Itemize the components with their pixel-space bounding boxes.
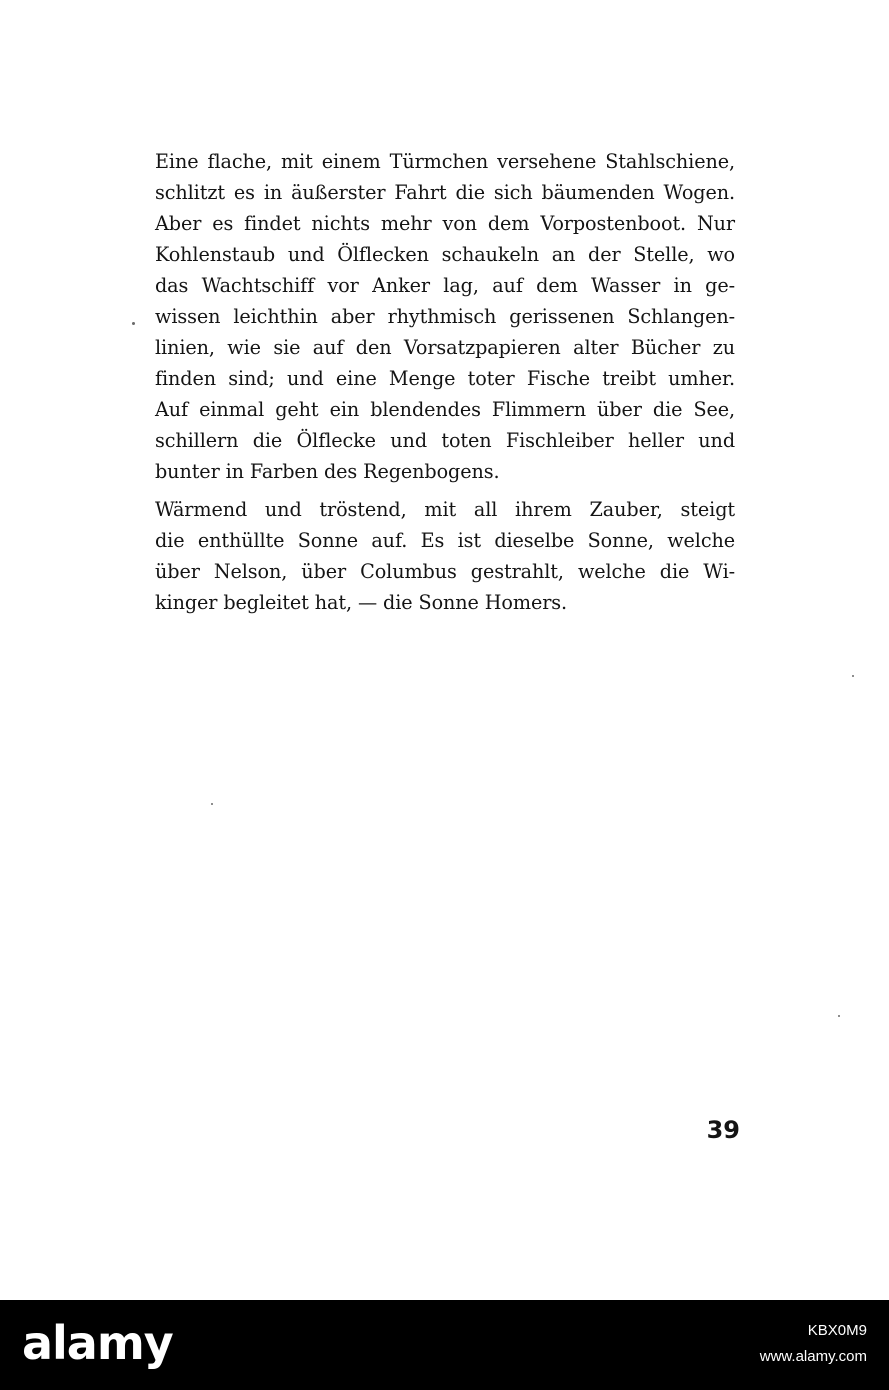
text-line: linien, wie sie auf den Vorsatzpapieren alter Bücher zu xyxy=(155,336,735,359)
paper-speck xyxy=(838,1015,840,1017)
text-line: die enthüllte Sonne auf. Es ist dieselbe Sonne, welche xyxy=(155,529,735,552)
paper-speck xyxy=(852,675,854,677)
paragraph-2 xyxy=(155,494,735,618)
paper-speck xyxy=(211,803,213,805)
text-line: das Wachtschiff vor Anker lag, auf dem Wasser in ge- xyxy=(155,274,735,297)
text-line: über Nelson, über Columbus gestrahlt, welche die Wi- xyxy=(155,560,735,583)
text-line: Eine flache, mit einem Türmchen versehene Stahlschiene, xyxy=(155,150,735,173)
text-line: schlitzt es in äußerster Fahrt die sich bäumenden Wogen. xyxy=(155,181,735,204)
text-line: Auf einmal geht ein blendendes Flimmern über die See, xyxy=(155,398,735,421)
alamy-logo: alamy xyxy=(22,1316,173,1370)
text-line: Kohlenstaub und Ölflecken schaukeln an der Stelle, wo xyxy=(155,243,735,266)
body-text xyxy=(155,146,735,618)
paragraph-1 xyxy=(155,146,735,487)
paper-speck xyxy=(132,322,135,325)
text-line: bunter in Farben des Regenbogens. xyxy=(155,460,500,483)
site-url-label: www.alamy.com xyxy=(759,1348,867,1365)
text-line: schillern die Ölflecke und toten Fischleiber heller und xyxy=(155,429,735,452)
text-line: kinger begleitet hat, — die Sonne Homers. xyxy=(155,591,568,614)
page-number: 39 xyxy=(706,1116,740,1144)
paragraph-gap xyxy=(155,487,735,494)
text-line: Wärmend und tröstend, mit all ihrem Zauber, steigt xyxy=(155,498,735,521)
stock-watermark-banner xyxy=(0,1300,889,1390)
image-id-label: KBX0M9 xyxy=(807,1322,867,1339)
text-line: finden sind; und eine Menge toter Fische treibt umher. xyxy=(155,367,735,390)
text-line: Aber es findet nichts mehr von dem Vorpostenboot. Nur xyxy=(155,212,735,235)
text-line: wissen leichthin aber rhythmisch gerissenen Schlangen- xyxy=(155,305,735,328)
